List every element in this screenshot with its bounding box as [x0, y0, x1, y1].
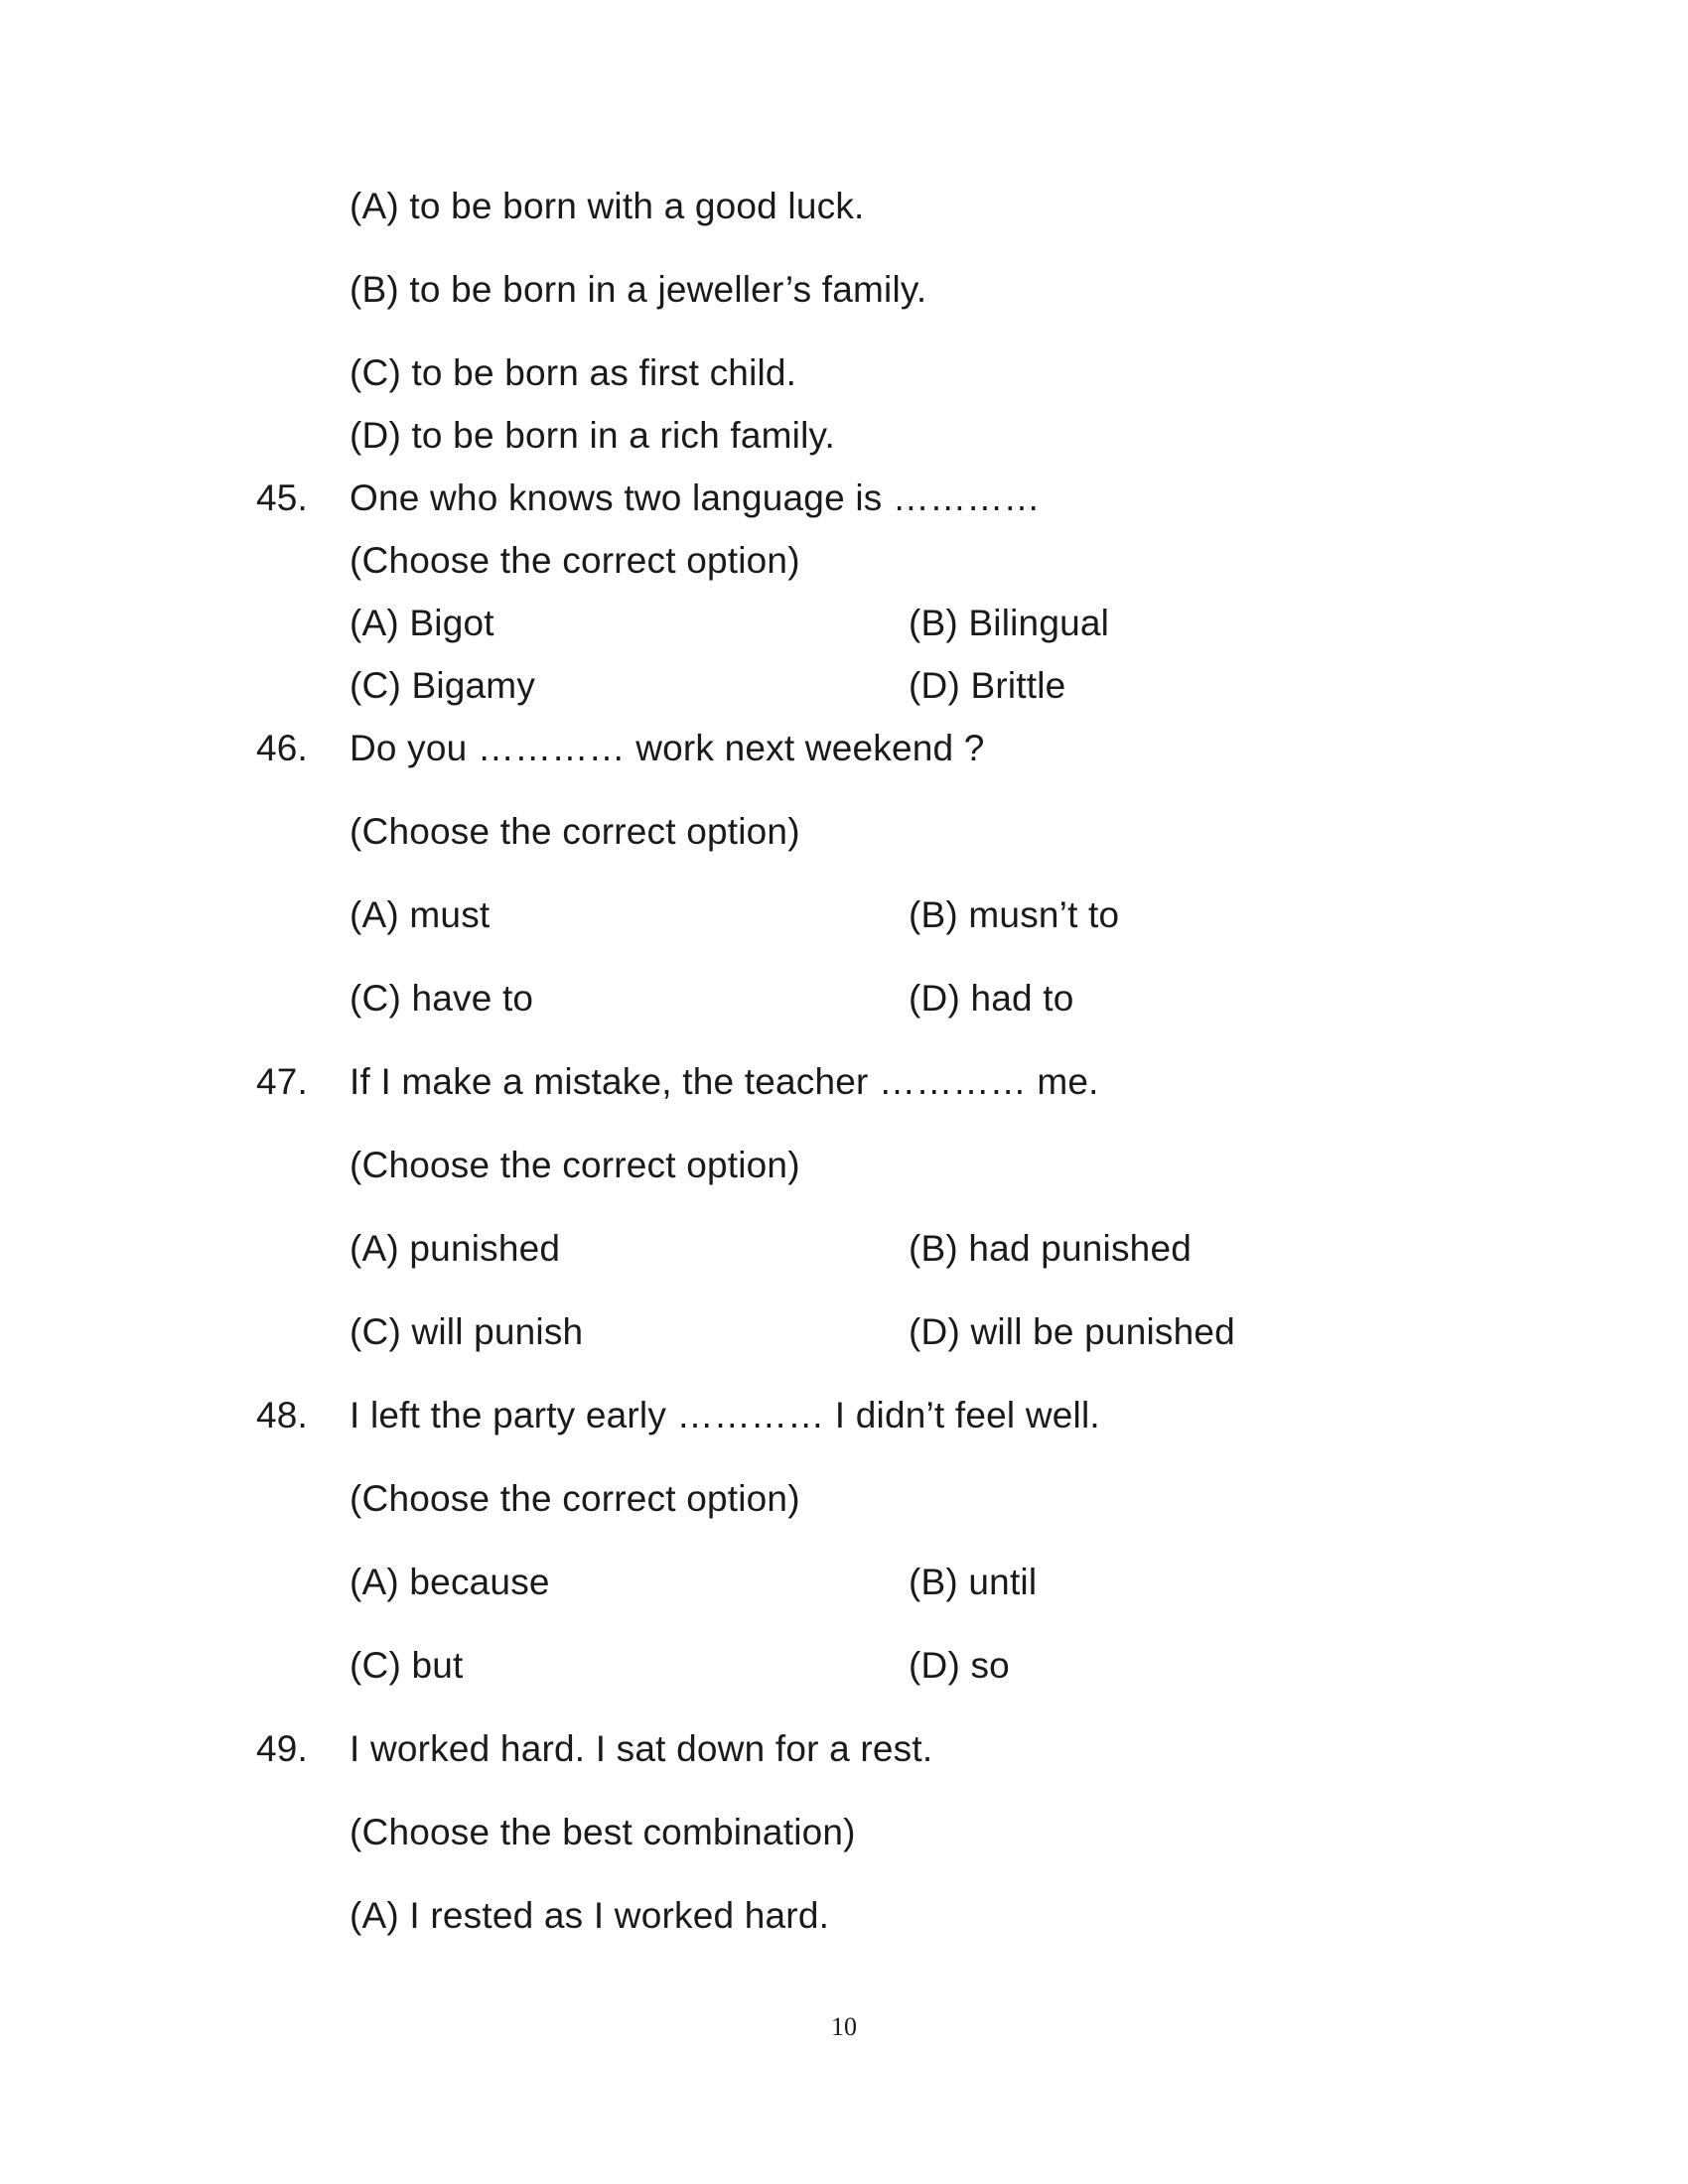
question-instruction: (Choose the correct option)	[350, 1145, 800, 1185]
option-d: (D) Brittle	[909, 665, 1066, 706]
question-number: 45.	[256, 478, 309, 518]
option-c: (C) have to	[350, 978, 534, 1019]
question-text: One who knows two language is …………	[350, 478, 1041, 518]
option-d: (D) had to	[909, 978, 1074, 1019]
question-instruction: (Choose the correct option)	[350, 540, 800, 581]
prev-option-c: (C) to be born as first child.	[350, 352, 797, 393]
question-number: 48.	[256, 1395, 309, 1435]
option-b: (B) Bilingual	[909, 603, 1110, 643]
option-b: (B) had punished	[909, 1228, 1192, 1269]
option-c: (C) but	[350, 1645, 464, 1686]
question-text: Do you ………… work next weekend ?	[350, 728, 985, 768]
option-b: (B) musn’t to	[909, 894, 1120, 935]
option-c: (C) Bigamy	[350, 665, 536, 706]
question-text: If I make a mistake, the teacher ………… me.	[350, 1061, 1099, 1102]
option-d: (D) so	[909, 1645, 1010, 1686]
option-a: (A) because	[350, 1562, 550, 1602]
option-a: (A) Bigot	[350, 603, 494, 643]
question-text: I worked hard. I sat down for a rest.	[350, 1728, 933, 1769]
question-number: 49.	[256, 1728, 309, 1769]
question-number: 47.	[256, 1061, 309, 1102]
option-d: (D) will be punished	[909, 1311, 1235, 1352]
prev-option-a: (A) to be born with a good luck.	[350, 186, 865, 226]
question-text: I left the party early ………… I didn’t feel well.	[350, 1395, 1100, 1435]
question-instruction: (Choose the best combination)	[350, 1812, 856, 1852]
question-instruction: (Choose the correct option)	[350, 1478, 800, 1519]
question-number: 46.	[256, 728, 309, 768]
page-number: 10	[831, 2012, 857, 2041]
option-a: (A) must	[350, 894, 491, 935]
option-a: (A) I rested as I worked hard.	[350, 1895, 830, 1936]
option-b: (B) until	[909, 1562, 1038, 1602]
option-a: (A) punished	[350, 1228, 561, 1269]
prev-option-b: (B) to be born in a jeweller’s family.	[350, 269, 927, 310]
prev-option-d: (D) to be born in a rich family.	[350, 415, 835, 456]
option-c: (C) will punish	[350, 1311, 584, 1352]
question-instruction: (Choose the correct option)	[350, 811, 800, 852]
